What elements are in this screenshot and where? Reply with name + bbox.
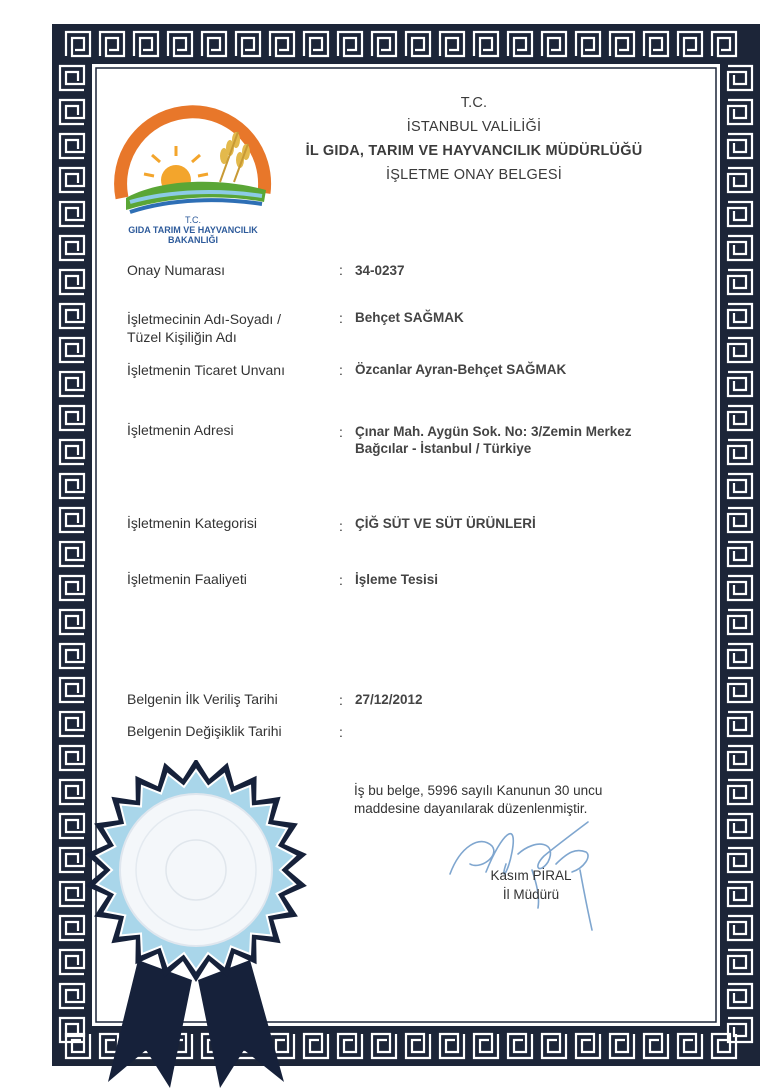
field-value: Çınar Mah. Aygün Sok. No: 3/Zemin Merkez <box>355 424 632 439</box>
field-colon: : <box>339 262 343 278</box>
field-colon: : <box>339 518 343 534</box>
header-directorate: İL GIDA, TARIM VE HAYVANCILIK MÜDÜRLÜĞÜ <box>305 143 643 159</box>
document-title: İŞLETME ONAY BELGESİ <box>386 167 562 183</box>
field-colon: : <box>339 424 343 440</box>
legal-note-line1: İş bu belge, 5996 sayılı Kanunun 30 uncu <box>354 783 603 798</box>
field-value: ÇİĞ SÜT VE SÜT ÜRÜNLERİ <box>355 516 536 531</box>
field-value: Özcanlar Ayran-Behçet SAĞMAK <box>355 362 567 377</box>
logo-ministry-line2: BAKANLIĞI <box>168 235 218 245</box>
field-label: İşletmenin Adresi <box>127 422 234 438</box>
field-value-line2: Bağcılar - İstanbul / Türkiye <box>355 441 532 456</box>
field-value: Behçet SAĞMAK <box>355 310 464 325</box>
field-colon: : <box>339 362 343 378</box>
field-colon: : <box>339 692 343 708</box>
field-label: İşletmenin Kategorisi <box>127 515 257 531</box>
field-value: 27/12/2012 <box>355 692 423 707</box>
sun-field-emblem <box>112 98 274 216</box>
logo-ministry-line: GIDA TARIM VE HAYVANCILIK <box>128 225 258 235</box>
ministry-logo <box>112 98 274 248</box>
field-label: Belgenin İlk Veriliş Tarihi <box>127 691 278 707</box>
header-tc: T.C. <box>460 95 488 111</box>
header-governorship: İSTANBUL VALİLİĞİ <box>406 119 542 135</box>
legal-note-line2: maddesine dayanılarak düzenlenmiştir. <box>354 801 588 816</box>
field-value: İşleme Tesisi <box>355 572 439 587</box>
field-colon: : <box>339 572 343 588</box>
rosette-seal <box>68 760 328 1090</box>
logo-tc: T.C. <box>184 215 201 225</box>
signatory-name: Kasım PİRAL <box>490 868 572 883</box>
field-label: Belgenin Değişiklik Tarihi <box>127 723 282 739</box>
field-value: 34-0237 <box>355 263 405 278</box>
field-label: Onay Numarası <box>127 262 226 278</box>
signatory-title: İl Müdürü <box>502 887 560 902</box>
field-colon: : <box>339 310 343 326</box>
field-label: İşletmenin Faaliyeti <box>127 571 247 587</box>
field-label: İşletmecinin Adı-Soyadı / Tüzel Kişiliğin Adı <box>127 311 282 345</box>
field-label: İşletmenin Ticaret Unvanı <box>127 362 285 378</box>
field-colon: : <box>339 724 343 740</box>
